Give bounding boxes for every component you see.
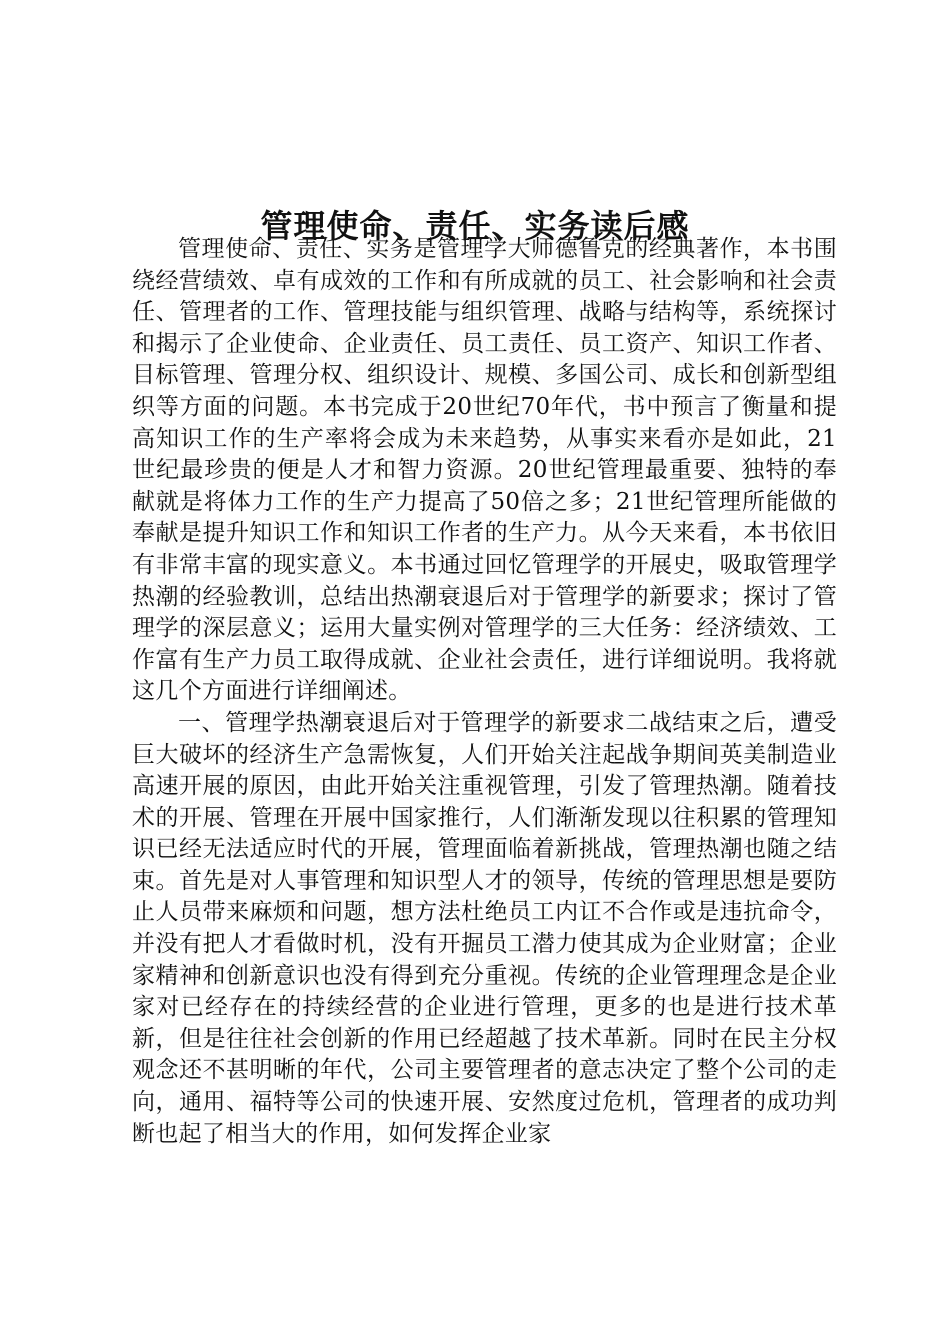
document-title: 管理使命、责任、实务读后感 [260, 207, 690, 246]
paragraph-intro: 管理使命、责任、实务是管理学大师德鲁克的经典著作，本书围绕经营绩效、卓有成效的工作和有所成就的员工、社会影响和社会责任、管理者的工作、管理技能与组织管理、战略与结构等，系统探讨和揭示了企业使命、企业责任、员工责任、员工资产、知识工作者、目标管理、管理分权、组织设计、规模、多国公司、成长和创新型组织等方面的问题。本书完成于20世纪70年代，书中预言了衡量和提高知识工作的生产率将会成为未来趋势，从事实来看亦是如此，21世纪最珍贵的便是人才和智力资源。20世纪管理最重要、独特的奉献就是将体力工作的生产力提高了50倍之多；21世纪管理所能做的奉献是提升知识工作和知识工作者的生产力。从今天来看，本书依旧有非常丰富的现实意义。本书通过回忆管理学的开展史，吸取管理学热潮的经验教训，总结出热潮衰退后对于管理学的新要求；探讨了管理学的深层意义；运用大量实例对管理学的三大任务：经济绩效、工作富有生产力员工取得成就、企业社会责任，进行详细说明。我将就这几个方面进行详细阐述。 [132, 236, 837, 705]
paragraph-section-one: 一、管理学热潮衰退后对于管理学的新要求二战结束之后，遭受巨大破坏的经济生产急需恢复，人们开始关注起战争期间英美制造业高速开展的原因，由此开始关注重视管理，引发了管理热潮。随着技术的开展、管理在开展中国家推行，人们渐渐发现以往积累的管理知识已经无法适应时代的开展，管理面临着新挑战，管理热潮也随之结束。首先是对人事管理和知识型人才的领导，传统的管理思想是要防止人员带来麻烦和问题，想方法杜绝员工内讧不合作或是违抗命令，并没有把人才看做时机，没有开掘员工潜力使其成为企业财富；企业家精神和创新意识也没有得到充分重视。传统的企业管理理念是企业家对已经存在的持续经营的企业进行管理，更多的也是进行技术革新，但是往往社会创新的作用已经超越了技术革新。同时在民主分权观念还不甚明晰的年代，公司主要管理者的意志决定了整个公司的走向，通用、福特等公司的快速开展、安然度过危机，管理者的成功判断也起了相当大的作用，如何发挥企业家 [132, 709, 837, 1147]
document-body [132, 234, 837, 1150]
